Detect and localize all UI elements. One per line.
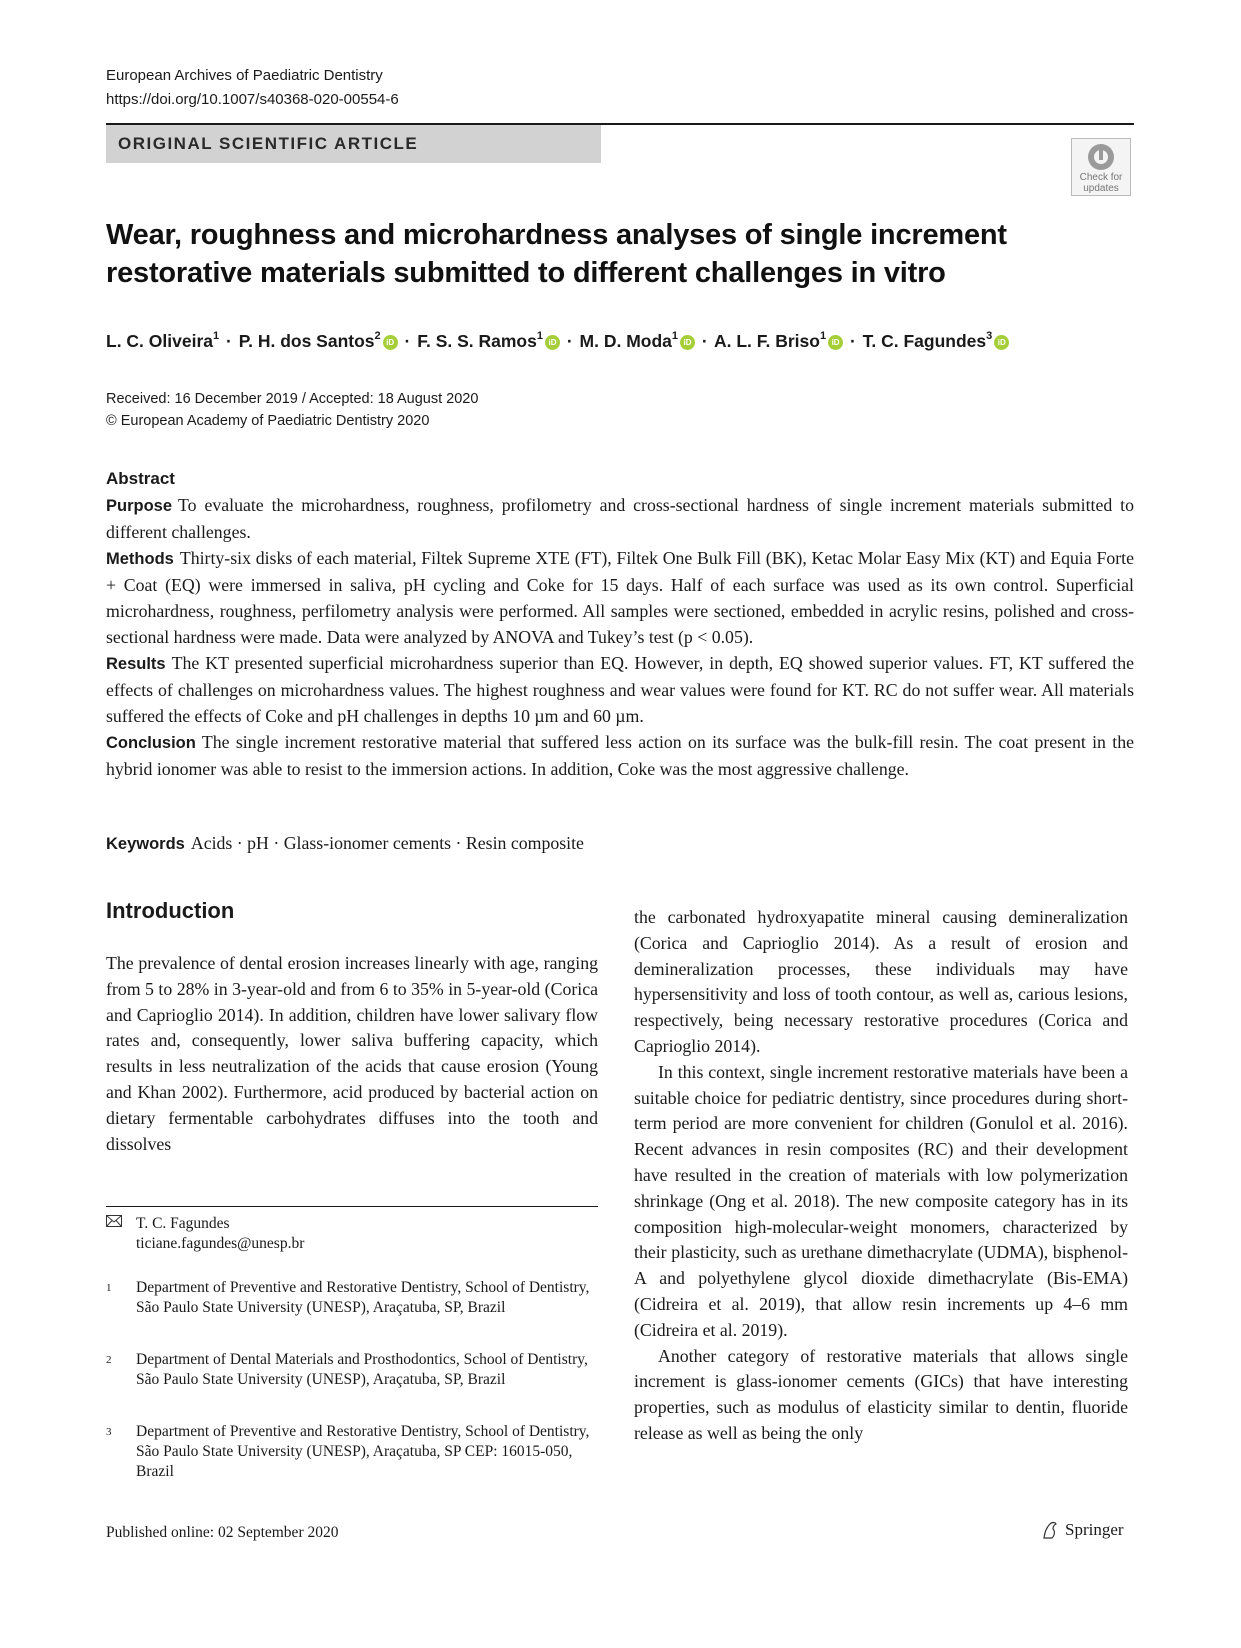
contact-email[interactable]: ticiane.fagundes@unesp.br <box>136 1235 305 1252</box>
introduction-heading: Introduction <box>106 898 235 923</box>
intro-paragraph: In this context, single increment restorative materials have been a suitable choice for pediatric dentistry, since procedures during short-term period are more convenient for children (Gonulol et al. 2016). Recent advances in resin composites (RC) and their development have resulted in the creation of materials with low polymerization shrinkage (Ong et al. 2018). The new composite category has in its composition high-molecular-weight monomers, characterized by their plasticity, such as urethane dimethacrylate (UDMA), bisphenol-A and polyethylene glycol dioxide dimethacrylate (Bis-EMA) (Cidreira et al. 2019), that allow resin increments up 4–6 mm (Cidreira et al. 2019). <box>634 1061 1128 1340</box>
check-for-updates-badge[interactable] <box>1071 138 1131 196</box>
abstract-heading: Abstract <box>106 469 175 488</box>
author-separator: · <box>566 330 573 351</box>
author-list <box>106 324 1009 354</box>
purpose-text: To evaluate the microhardness, roughness, profilometry and cross-sectional hardness of single increment materials submitted to different challenges. <box>106 495 1134 542</box>
abstract-conclusion <box>106 729 1134 782</box>
affiliation-text: Department of Preventive and Restorative Dentistry, School of Dentistry, São Paulo State University (UNESP), Araçatuba, SP, Brazil <box>136 1279 590 1316</box>
author-separator: · <box>701 330 708 351</box>
abstract-methods <box>106 545 1134 650</box>
author-separator: · <box>225 330 232 351</box>
article-type: ORIGINAL SCIENTIFIC ARTICLE <box>118 134 419 153</box>
orcid-icon[interactable]: iD <box>828 335 843 350</box>
title-line-2: restorative materials submitted to different challenges in vitro <box>106 257 946 289</box>
abstract-results <box>106 650 1134 729</box>
copyright: © European Academy of Paediatric Dentistry 2020 <box>106 413 430 429</box>
affiliation-number: 3 <box>106 1426 112 1438</box>
affiliation-text: Department of Dental Materials and Prosthodontics, School of Dentistry, São Paulo State University (UNESP), Araçatuba, SP, Brazil <box>136 1351 588 1388</box>
publisher-name: Springer <box>1065 1520 1124 1539</box>
right-column <box>634 905 1128 1447</box>
affiliation-1 <box>106 1278 598 1318</box>
publisher-logo[interactable] <box>1040 1520 1124 1540</box>
purpose-label: Purpose <box>106 497 173 515</box>
methods-text: Thirty-six disks of each material, Filtek Supreme XTE (FT), Filtek One Bulk Fill (BK), Ketac Molar Easy Mix (KT) and Equia Forte + Coat (EQ) were immersed in saliva, pH cycling and Coke for 15 days. Half of each surface was used as its own control. Superficial microhardness, roughness, perfilometry analysis were performed. All samples were sectioned, embedded in acrylic resins, polished and cross-sectional hardness were made. Data were analyzed by ANOVA and Tukey’s test (p < 0.05). <box>106 548 1134 647</box>
orcid-icon[interactable]: iD <box>994 335 1009 350</box>
doi-link[interactable]: https://doi.org/10.1007/s40368-020-00554-6 <box>106 91 399 108</box>
affiliation-text: Department of Preventive and Restorative Dentistry, School of Dentistry, São Paulo State University (UNESP), Araçatuba, SP CEP: 16015-050, Brazil <box>136 1423 590 1480</box>
affiliation-3 <box>106 1422 598 1482</box>
author-separator: · <box>404 330 411 351</box>
affiliation-2 <box>106 1350 598 1390</box>
author[interactable]: M. D. Moda$^1$iD <box>580 331 695 351</box>
author[interactable]: A. L. F. Briso$^1$iD <box>714 331 843 351</box>
keywords-text: Acids · pH · Glass-ionomer cements · Resin composite <box>190 833 584 853</box>
keywords-label: Keywords <box>106 835 185 853</box>
affiliation-number: 2 <box>106 1354 112 1366</box>
orcid-icon[interactable]: iD <box>680 335 695 350</box>
article-dates <box>106 388 478 432</box>
author[interactable]: P. H. dos Santos$^2$iD <box>239 331 398 351</box>
published-online: Published online: 02 September 2020 <box>106 1524 339 1541</box>
intro-paragraph: Another category of restorative materials that allows single increment is glass-ionomer cements (GICs) that have interesting properties, such as modulus of elasticity similar to dentin, fluoride release as well as being the only <box>634 1345 1128 1443</box>
contact-name: T. C. Fagundes <box>136 1215 230 1232</box>
author-separator: · <box>849 330 856 351</box>
article-type-band <box>106 125 601 163</box>
journal-header <box>106 64 399 112</box>
author[interactable]: F. S. S. Ramos$^1$iD <box>417 331 560 351</box>
journal-name: European Archives of Paediatric Dentistry <box>106 67 383 84</box>
springer-horse-icon <box>1040 1520 1060 1540</box>
check-updates-icon <box>1086 142 1116 172</box>
received-accepted: Received: 16 December 2019 / Accepted: 18 August 2020 <box>106 391 479 407</box>
check-updates-label: Check for updates <box>1079 172 1123 194</box>
results-label: Results <box>106 655 166 673</box>
author[interactable]: L. C. Oliveira$^1$ <box>106 330 220 351</box>
abstract-purpose <box>106 492 1134 545</box>
results-text: The KT presented superficial microhardness superior than EQ. However, in depth, EQ showed superior values. FT, KT suffered the effects of challenges on microhardness values. The highest roughness and wear values were found for KT. RC do not suffer wear. All materials suffered the effects of Coke and pH challenges in depths 10 µm and 60 µm. <box>106 653 1134 726</box>
footnote-rule <box>106 1206 598 1207</box>
envelope-icon <box>106 1214 122 1234</box>
abstract <box>106 466 1134 782</box>
conclusion-label: Conclusion <box>106 734 196 752</box>
orcid-icon[interactable]: iD <box>545 335 560 350</box>
intro-paragraph: the carbonated hydroxyapatite mineral causing demineralization (Corica and Caprioglio 2014). As a result of erosion and demineralization processes, these individuals may have hypersensitivity and loss of tooth contour, as well as, carious lesions, respectively, being necessary restorative procedures (Corica and Caprioglio 2014). <box>634 907 1128 1056</box>
methods-label: Methods <box>106 550 174 568</box>
affiliation-number: 1 <box>106 1282 112 1294</box>
title-line-1: Wear, roughness and microhardness analyses of single increment <box>106 219 1007 251</box>
keywords <box>106 830 584 857</box>
left-column <box>106 951 598 1157</box>
intro-paragraph: The prevalence of dental erosion increases linearly with age, ranging from 5 to 28% in 3-year-old and from 6 to 35% in 5-year-old (Corica and Caprioglio 2014). In addition, children have lower salivary flow rates and, consequently, lower saliva buffering capacity, which results in less neutralization of the acids that cause erosion (Young and Khan 2002). Furthermore, acid produced by bacterial action on dietary fermentable carbohydrates diffuses into the tooth and dissolves <box>106 953 598 1154</box>
author[interactable]: T. C. Fagundes$^3$iD <box>863 331 1010 351</box>
orcid-icon[interactable]: iD <box>383 335 398 350</box>
corresponding-author <box>106 1214 598 1254</box>
article-title <box>106 216 1136 292</box>
conclusion-text: The single increment restorative material that suffered less action on its surface was the bulk-fill resin. The coat present in the hybrid ionomer was able to resist to the immersion actions. In addition, Coke was the most aggressive challenge. <box>106 732 1134 779</box>
